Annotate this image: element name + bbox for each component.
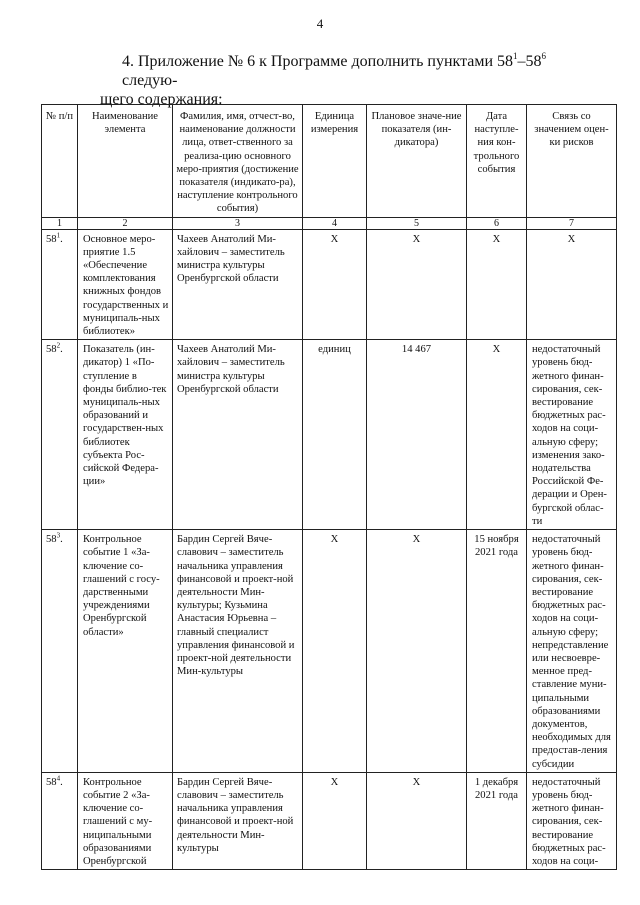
table-row — [42, 530, 617, 773]
event-date-cell: 15 ноября 2021 года — [467, 530, 527, 773]
column-number-row — [42, 217, 617, 229]
table-row — [42, 340, 617, 530]
risk-cell: недостаточный уровень бюд-жетного финан-сирования, сек-вестирование бюджетных рас-ходов на соци-альную сферу; непредставление или несвоевре-менное пред-ставление муни-ципальными образованиями документов, необходимых для предостав-ления субсидии — [527, 530, 617, 773]
risk-cell: недостаточный уровень бюд-жетного финан-сирования, сек-вестирование бюджетных рас-ходов на соци- — [527, 772, 617, 869]
column-number: 6 — [467, 217, 527, 229]
unit-cell: Х — [303, 772, 367, 869]
element-name: Контрольное событие 2 «За-ключение со-глашений с му-ниципальными образованиями Оренбургской — [78, 772, 173, 869]
responsible-person: Чахеев Анатолий Ми-хайлович – заместитель министра культуры Оренбургской области — [173, 340, 303, 530]
plan-value-cell: Х — [367, 772, 467, 869]
row-number: $58^2$. — [42, 340, 78, 530]
risk-cell: Х — [527, 229, 617, 340]
row-number: $58^3$. — [42, 530, 78, 773]
table-row — [42, 229, 617, 340]
unit-cell: Х — [303, 530, 367, 773]
heading-line2: щего содержания: — [100, 91, 223, 108]
event-date-cell: Х — [467, 340, 527, 530]
program-items-table — [41, 104, 617, 870]
column-number: 2 — [78, 217, 173, 229]
header-responsible: Фамилия, имя, отчест-во, наименование должности лица, ответ-ственного за реализа-цию основного меро-приятия (достижение показателя (индикато-ра), наступление контрольного события) — [173, 105, 303, 218]
table-header-row — [42, 105, 617, 218]
column-number: 1 — [42, 217, 78, 229]
heading-sup-end: 6 — [541, 50, 547, 61]
section-heading — [100, 52, 600, 109]
column-number: 7 — [527, 217, 617, 229]
risk-cell: недостаточный уровень бюд-жетного финан-сирования, сек-вестирование бюджетных рас-ходов на соци-альную сферу; изменения зако-нодательства Российской Фе-дерации и Орен-бургской облас-ти — [527, 340, 617, 530]
row-number: $58^4$. — [42, 772, 78, 869]
event-date-cell: 1 декабря 2021 года — [467, 772, 527, 869]
plan-value-cell: Х — [367, 229, 467, 340]
column-number: 4 — [303, 217, 367, 229]
unit-cell: Х — [303, 229, 367, 340]
plan-value-cell: 14 467 — [367, 340, 467, 530]
header-event-date: Дата наступле-ния кон-трольного события — [467, 105, 527, 218]
heading-dash: –58 — [517, 53, 542, 70]
page-number: 4 — [316, 16, 324, 31]
plan-value-cell: Х — [367, 530, 467, 773]
column-number: 5 — [367, 217, 467, 229]
unit-cell: единиц — [303, 340, 367, 530]
header-unit: Единица измерения — [303, 105, 367, 218]
element-name: Контрольное событие 1 «За-ключение со-глашений с госу-дарственными учреждениями Оренбургской области» — [78, 530, 173, 773]
header-number: № п/п — [42, 105, 78, 218]
element-name: Показатель (ин-дикатор) 1 «По-ступление в фонды библио-тек муниципаль-ных образований и государствен-ных библиотек субъекта Рос-сийской Федера-ции» — [78, 340, 173, 530]
responsible-person: Бардин Сергей Вяче-славович – заместитель начальника управления финансовой и проект-ной деятельности Мин-культуры; Кузьмина Анастасия Юрьевна – главный специалист управления финансовой и проект-ной деятельности Мин-культуры — [173, 530, 303, 773]
column-number: 3 — [173, 217, 303, 229]
event-date-cell: Х — [467, 229, 527, 340]
heading-prefix: 4. Приложение № 6 к Программе дополнить пунктами 58 — [122, 53, 514, 70]
table-row — [42, 772, 617, 869]
header-element-name: Наименование элемента — [78, 105, 173, 218]
row-number: $58^1$. — [42, 229, 78, 340]
heading-suffix: следую- — [122, 72, 178, 89]
heading-sup-start: 1 — [513, 50, 518, 61]
responsible-person: Чахеев Анатолий Ми-хайлович – заместитель министра культуры Оренбургской области — [173, 229, 303, 340]
responsible-person: Бардин Сергей Вяче-славович – заместитель начальника управления финансовой и проект-ной деятельности Мин-культуры — [173, 772, 303, 869]
element-name: Основное меро-приятие 1.5 «Обеспечение комплектования книжных фондов государственных и муниципаль-ных библиотек» — [78, 229, 173, 340]
header-risk-link: Связь со значением оцен-ки рисков — [527, 105, 617, 218]
header-plan-value: Плановое значе-ние показателя (ин-дикатора) — [367, 105, 467, 218]
